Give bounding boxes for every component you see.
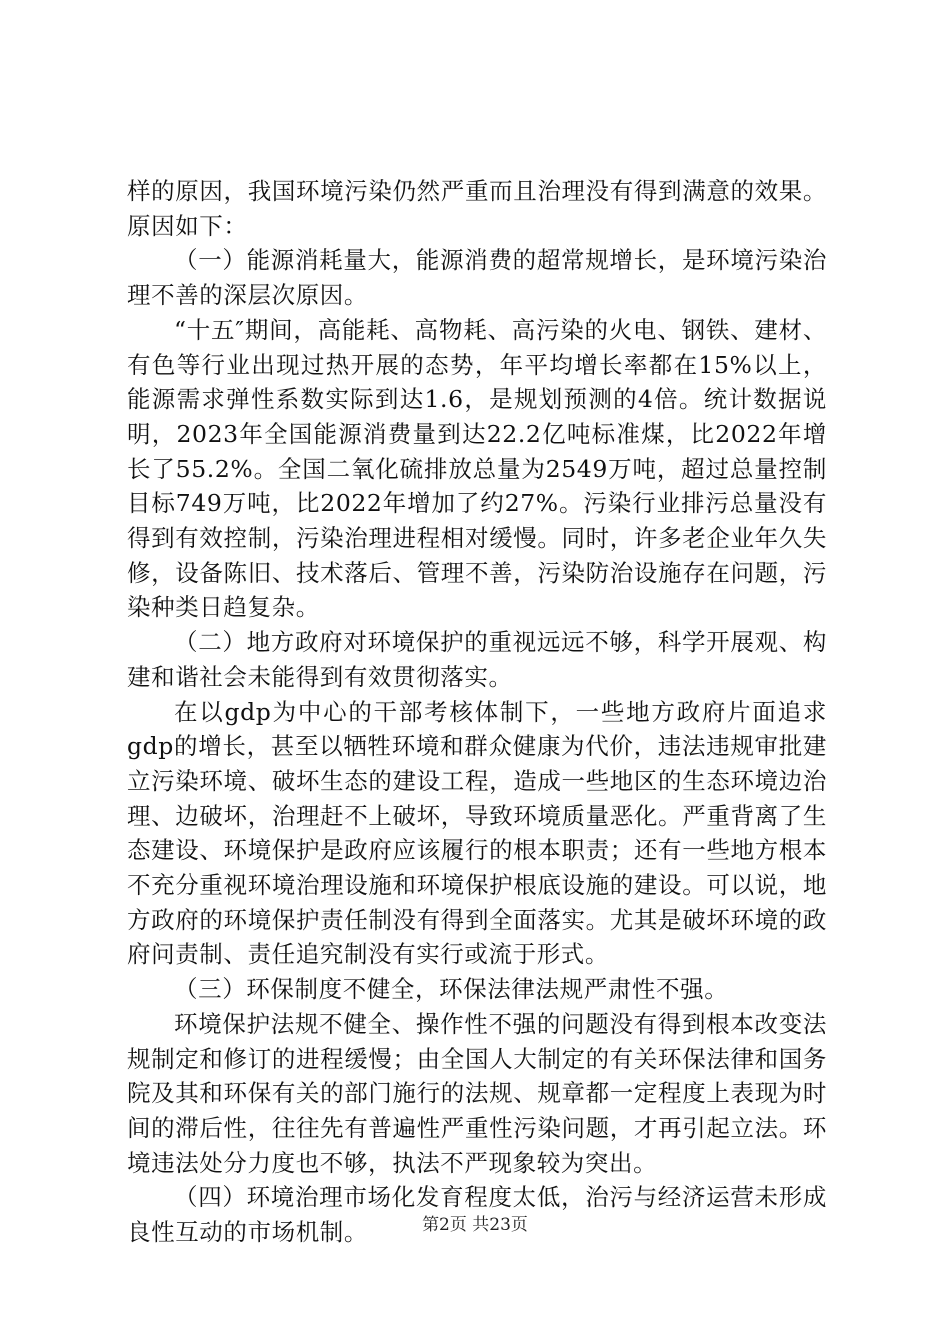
section-heading-3: （三）环保制度不健全，环保法律法规严肃性不强。 [174,975,729,1004]
section-heading-4: （四）环境治理市场化发育程度太低，治污与经济运营未形成良性互动的市场机制。 [127,1183,827,1247]
document-body [127,174,827,1250]
section-heading-1: （一）能源消耗量大，能源消费的超常规增长，是环境污染治理不善的深层次原因。 [127,246,827,310]
page-number-footer: 第2页 共23页 [422,1215,528,1235]
paragraph-local-government: 在以gdp为中心的干部考核体制下，一些地方政府片面追求gdp的增长，甚至以牺牲环境和群众健康为代价，违法违规审批建立污染环境、破坏生态的建设工程，造成一些地区的生态环境边治理、边破坏，治理赶不上破坏，导致环境质量恶化。严重背离了生态建设、环境保护是政府应该履行的根本职责；还有一些地方根本不充分重视环境治理设施和环境保护根底设施的建设。可以说，地方政府的环境保护责任制没有得到全面落实。尤其是破坏环境的政府问责制、责任追究制没有实行或流于形式。 [127,697,827,969]
paragraph-energy: “十五″期间，高能耗、高物耗、高污染的火电、钢铁、建材、有色等行业出现过热开展的态势，年平均增长率都在15%以上，能源需求弹性系数实际到达1.6，是规划预测的4倍。统计数据说明，2023年全国能源消费量到达22.2亿吨标准煤，比2022年增长了55.2%。全国二氧化硫排放总量为2549万吨，超过总量控制目标749万吨，比2022年增加了约27%。污染行业排污总量没有得到有效控制，污染治理进程相对缓慢。同时，许多老企业年久失修，设备陈旧、技术落后、管理不善，污染防治设施存在问题，污染种类日趋复杂。 [127,315,827,622]
paragraph-regulations: 环境保护法规不健全、操作性不强的问题没有得到根本改变法规制定和修订的进程缓慢；由全国人大制定的有关环保法律和国务院及其和环保有关的部门施行的法规、规章都一定程度上表现为时间的滞后性，往往先有普遍性严重性污染问题，才再引起立法。环境违法处分力度也不够，执法不严现象较为突出。 [127,1009,827,1177]
section-heading-2: （二）地方政府对环境保护的重视远远不够，科学开展观、构建和谐社会未能得到有效贯彻落实。 [127,628,827,691]
paragraph-continuation: 样的原因，我国环境污染仍然严重而且治理没有得到满意的效果。原因如下： [127,177,827,240]
